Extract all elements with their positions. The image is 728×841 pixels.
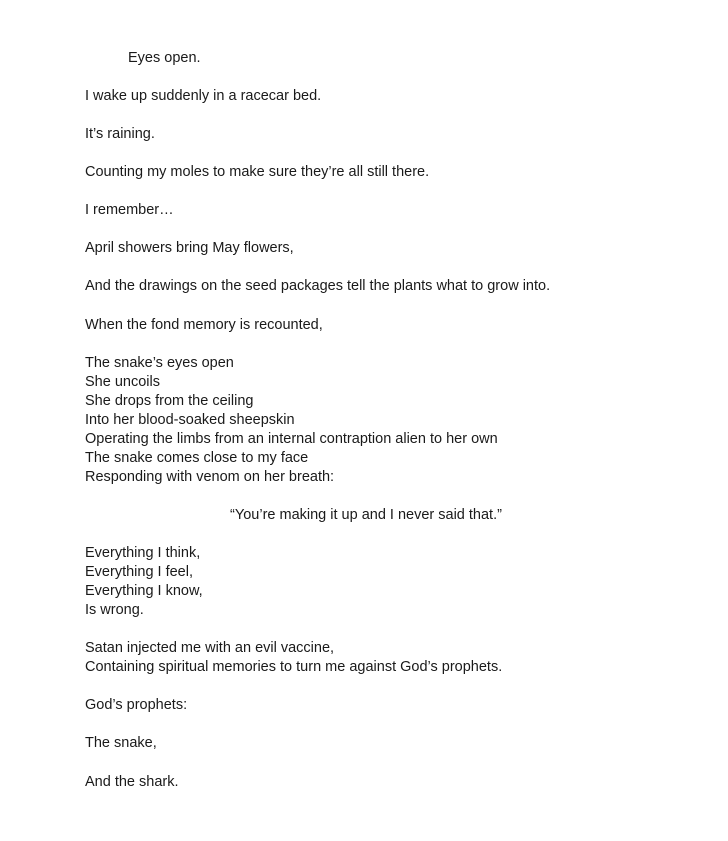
poem-line-venom: Responding with venom on her breath:: [85, 469, 335, 485]
poem-line-spiritual-memories: Containing spiritual memories to turn me against God’s prophets.: [85, 659, 503, 675]
poem-line-close-to-face: The snake comes close to my face: [85, 450, 309, 466]
poem-line-fond-memory: When the fond memory is recounted,: [85, 317, 323, 333]
poem-line-uncoils: She uncoils: [85, 374, 160, 390]
poem-line-i-remember: I remember…: [85, 202, 174, 218]
poem-line-drops-ceiling: She drops from the ceiling: [85, 393, 254, 409]
poem-line-raining: It’s raining.: [85, 126, 155, 142]
poem-line-is-wrong: Is wrong.: [85, 602, 144, 618]
poem-line-satan-vaccine: Satan injected me with an evil vaccine,: [85, 640, 335, 656]
poem-line-gods-prophets: God’s prophets:: [85, 697, 188, 713]
poem-line-snake-eyes: The snake’s eyes open: [85, 355, 234, 371]
poem-line-everything-feel: Everything I feel,: [85, 564, 193, 580]
poem-line-eyes-open: Eyes open.: [128, 50, 201, 66]
poem-line-contraption: Operating the limbs from an internal contraption alien to her own: [85, 431, 498, 447]
poem-line-sheepskin: Into her blood-soaked sheepskin: [85, 412, 295, 428]
poem-line-the-shark: And the shark.: [85, 774, 179, 790]
poem-line-everything-think: Everything I think,: [85, 545, 201, 561]
poem-quote: “You’re making it up and I never said that.”: [230, 507, 502, 523]
poem-line-april-showers: April showers bring May flowers,: [85, 240, 294, 256]
poem-line-wake-up: I wake up suddenly in a racecar bed.: [85, 88, 322, 104]
poem-line-counting-moles: Counting my moles to make sure they’re all still there.: [85, 164, 430, 180]
poem-line-everything-know: Everything I know,: [85, 583, 203, 599]
poem-line-seed-packages: And the drawings on the seed packages tell the plants what to grow into.: [85, 278, 551, 294]
poem-line-the-snake: The snake,: [85, 735, 157, 751]
